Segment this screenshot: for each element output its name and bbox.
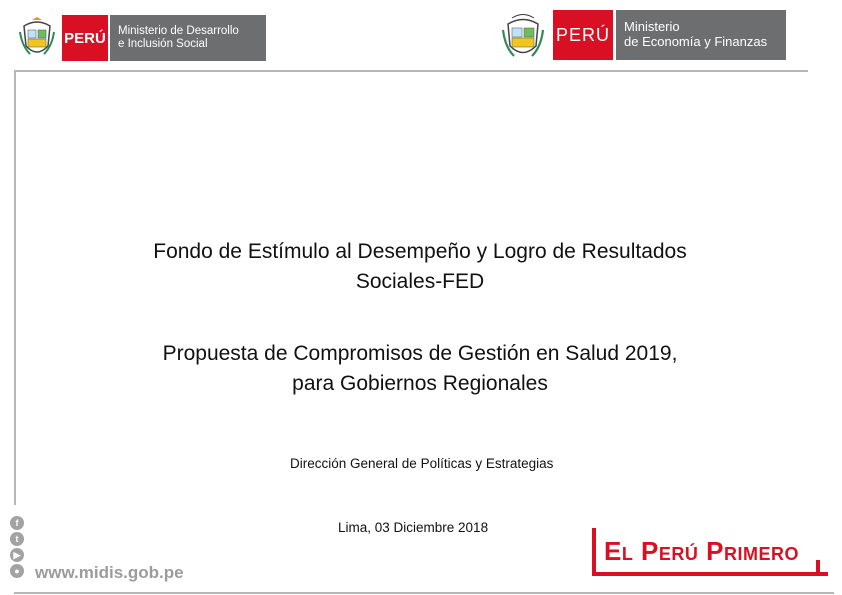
peru-label: PERÚ [64,29,106,47]
frame-top-border [14,70,808,72]
ministry-name-line1: Ministerio de Desarrollo [118,24,239,37]
peru-brand-box [553,10,613,60]
frame-left-border [14,70,16,505]
slogan-frame-corner [816,560,820,576]
ministry-name-line1: Ministerio [624,19,680,35]
peru-brand-box [62,15,108,61]
title-line-1: Fondo de Estímulo al Desempeño y Logro de Resultados [153,240,687,263]
ministry-name-line2: de Economía y Finanzas [624,34,768,49]
website-link[interactable]: www.midis.gob.pe [35,563,184,582]
facebook-icon[interactable]: f [10,516,24,530]
coat-of-arms-icon [500,12,546,62]
slogan-text: El Perú Primero [604,536,799,566]
subtitle-line-2: para Gobiernos Regionales [292,372,548,395]
flickr-icon[interactable]: ● [10,564,24,578]
frame-bottom-border [14,592,834,594]
date-text: Lima, 03 Diciembre 2018 [338,520,489,535]
coat-of-arms-icon [18,16,56,60]
mef-ministry-box [616,10,786,60]
document-subtitle [60,339,780,399]
midis-ministry-box [110,15,266,61]
document-title [60,237,780,297]
peru-label: PERÚ [555,24,610,45]
youtube-icon[interactable]: ▶ [10,548,24,562]
twitter-icon[interactable]: t [10,532,24,546]
title-line-2: Sociales-FED [355,270,485,293]
direction-text: Dirección General de Políticas y Estrategias [290,456,554,471]
ministry-name-line2: e Inclusión Social [118,38,208,50]
subtitle-line-1: Propuesta de Compromisos de Gestión en Salud 2019, [162,342,678,365]
